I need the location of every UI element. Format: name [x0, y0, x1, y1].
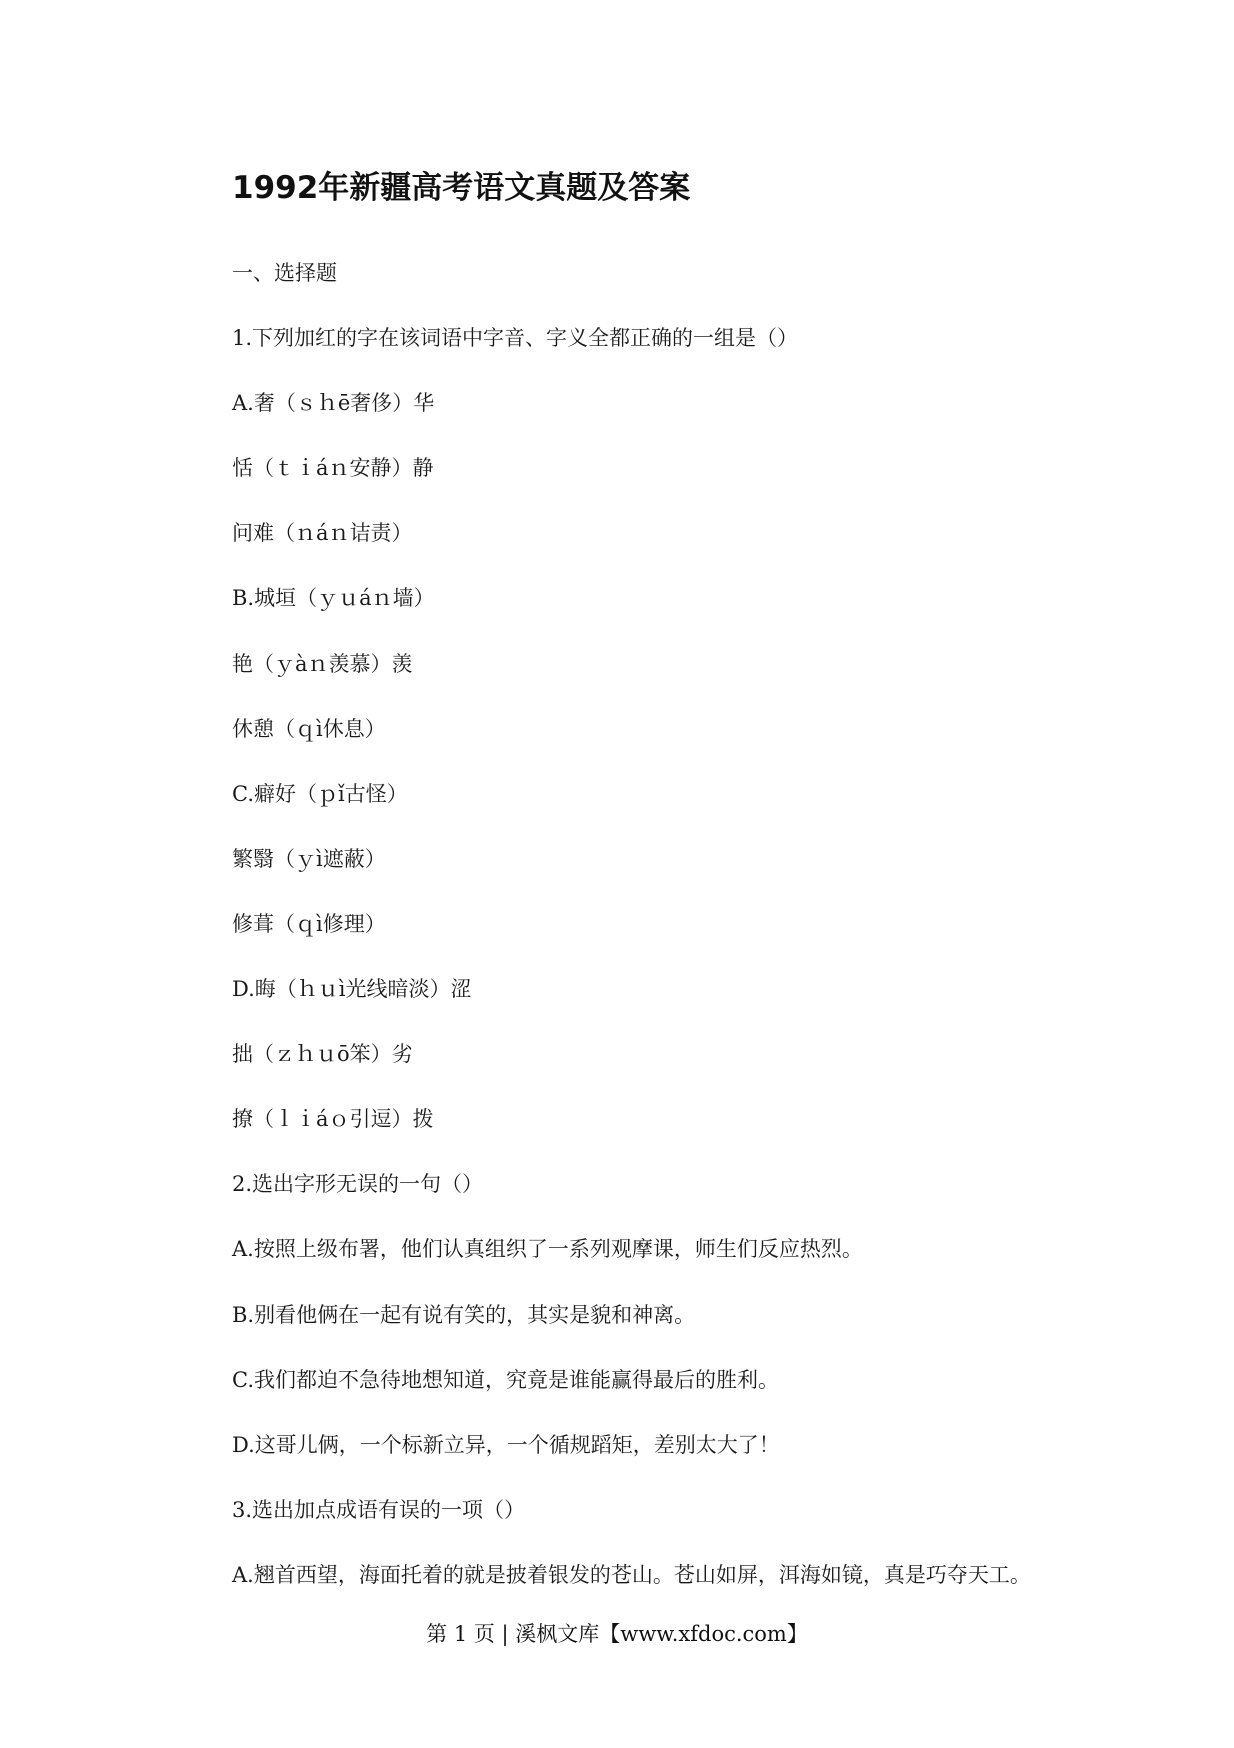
option-line: D.这哥儿俩，一个标新立异，一个循规蹈矩，差别太大了！	[232, 1432, 780, 1457]
option-line: A.翘首西望，海面托着的就是披着银发的苍山。苍山如屏，洱海如镜，真是巧夺天工。	[232, 1562, 1031, 1587]
question-stem: 3.选出加点成语有误的一项（）	[232, 1497, 526, 1522]
question-stem: 1.下列加红的字在该词语中字音、字义全都正确的一组是（）	[232, 326, 799, 351]
page-footer: 第 1 页 | 溪枫文库【www.xfdoc.com】	[426, 1622, 808, 1646]
option-line: 拙（ｚｈｕō笨）劣	[232, 1042, 413, 1067]
question-stem: 2.选出字形无误的一句（）	[232, 1172, 484, 1197]
option-line: C.我们都迫不急待地想知道，究竟是谁能赢得最后的胜利。	[232, 1367, 779, 1392]
option-line: 休憩（ｑì休息）	[232, 716, 386, 741]
option-line: 恬（ｔｉáｎ安静）静	[232, 456, 434, 481]
option-line: B.别看他俩在一起有说有笑的，其实是貌和神离。	[232, 1302, 696, 1327]
option-line: C.癖好（ｐǐ古怪）	[232, 781, 408, 806]
option-line: A.奢（ｓｈē奢侈）华	[232, 391, 435, 416]
option-line: 问难（ｎáｎ诘责）	[232, 521, 413, 546]
section-heading: 一、选择题	[232, 261, 337, 285]
option-line: 繁翳（ｙì遮蔽）	[232, 846, 386, 871]
question-list	[232, 258, 1072, 1625]
option-line: 撩（ｌｉáｏ引逗）拨	[232, 1107, 434, 1132]
option-line: B.城垣（ｙｕáｎ墙）	[232, 586, 435, 611]
document-title: 1992年新疆高考语文真题及答案	[232, 170, 691, 206]
option-line: 艳（ｙàｎ羡慕）羡	[232, 651, 413, 676]
option-line: 修葺（ｑì修理）	[232, 911, 386, 936]
option-line: A.按照上级布署，他们认真组织了一系列观摩课，师生们反应热烈。	[232, 1237, 863, 1262]
option-line: D.晦（ｈｕì光线暗淡）涩	[232, 977, 472, 1002]
